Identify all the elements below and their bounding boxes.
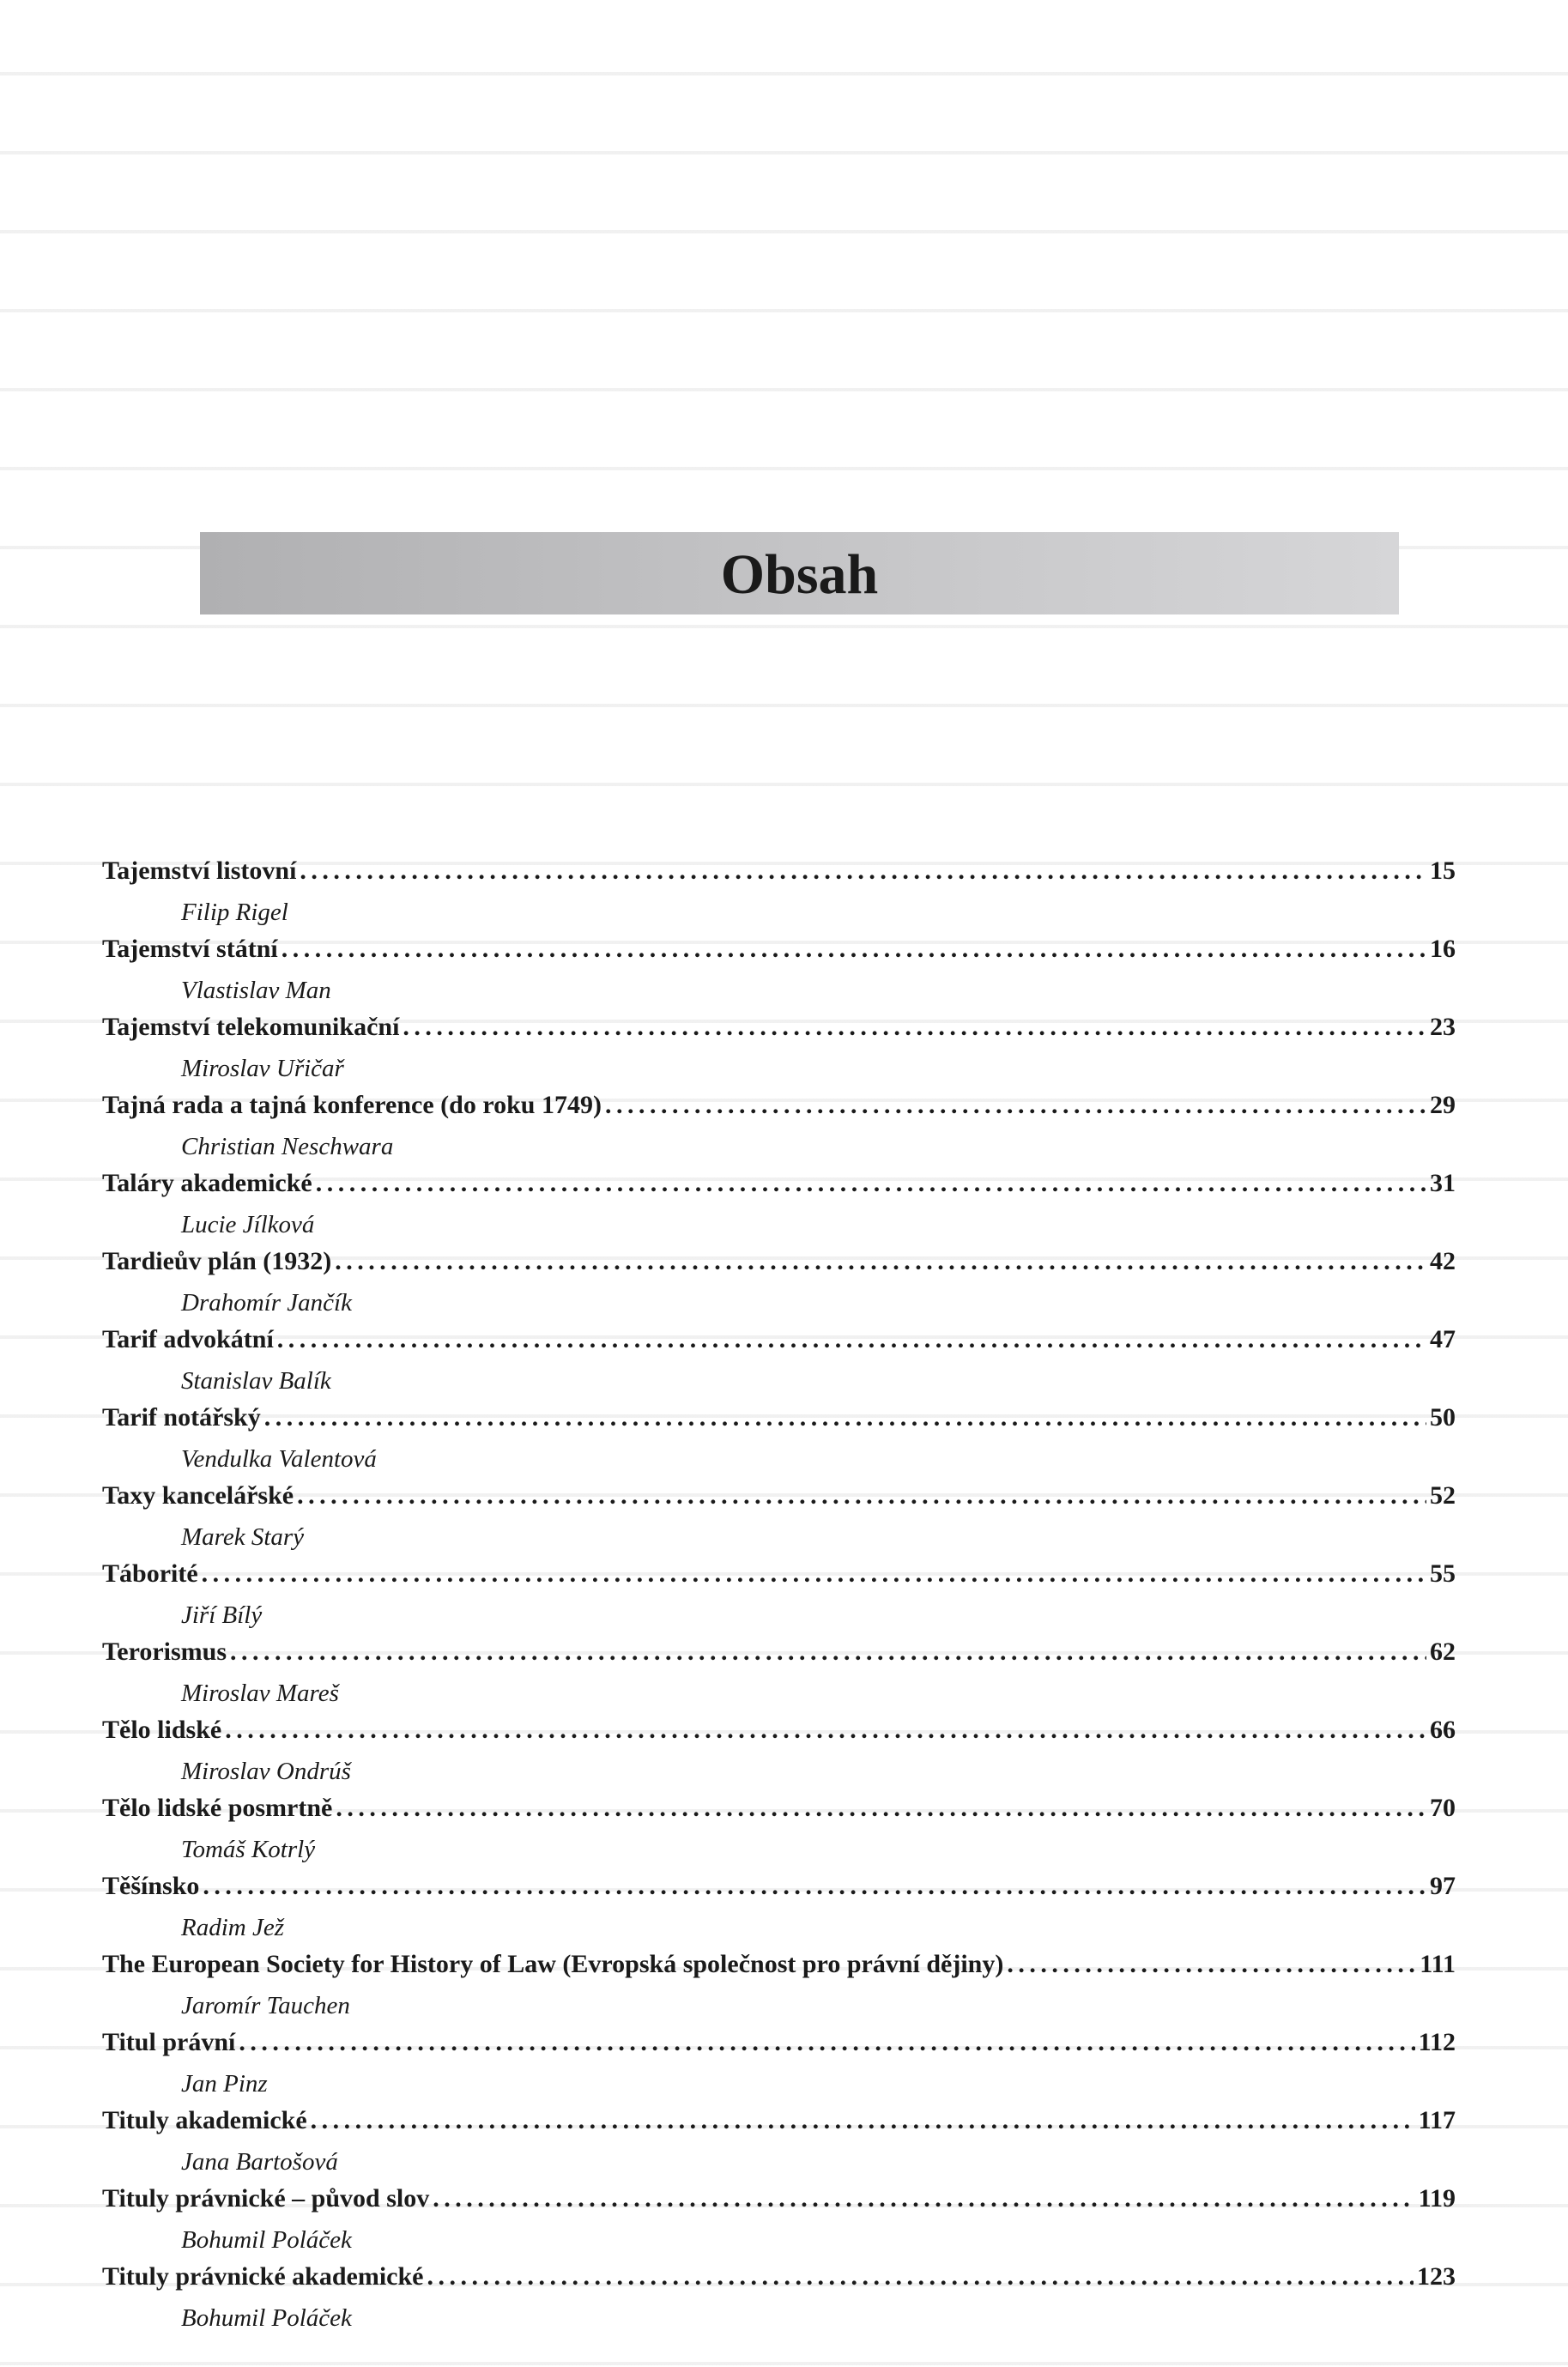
toc-entry-author: Drahomír Jančík [181,1289,352,1317]
toc-entry-author: Jiří Bílý [181,1601,263,1629]
dot-leader [1007,1950,1416,1979]
toc-entry-row [102,2184,1456,2220]
toc-entry-author: Filip Rigel [181,899,288,926]
toc-entry-page-number: 62 [1430,1638,1456,1666]
toc-entry-page-number: 112 [1418,2028,1456,2056]
toc-entry-page-number: 16 [1430,935,1456,963]
toc-entry-row [102,1559,1456,1595]
toc-entry-title: Tituly akademické [102,2106,307,2134]
toc-entry-author: Jana Bartošová [181,2148,338,2176]
toc-entry-title: Taláry akademické [102,1169,312,1197]
dot-leader [277,1325,1426,1354]
toc-entry-author: Miroslav Mareš [181,1680,339,1707]
toc-entry-row [102,1169,1456,1205]
toc-entry-title: Taxy kancelářské [102,1481,294,1510]
dot-leader [427,2262,1414,2291]
toc-entry-page-number: 119 [1418,2184,1456,2213]
toc-entry-title: Tajemství telekomunikační [102,1013,400,1041]
toc-entry-author: Lucie Jílková [181,1211,315,1238]
toc-entry-row [102,1872,1456,1908]
toc-entry-title: Tajná rada a tajná konference (do roku 1749) [102,1091,602,1119]
toc-entry-title: Tituly právnické akademické [102,2262,424,2291]
toc-entry-author: Miroslav Uřičař [181,1055,344,1082]
toc-entry-title: Tarif advokátní [102,1325,274,1353]
toc-entry [102,1247,1456,1325]
toc-entry-title: Tělo lidské posmrtně [102,1794,333,1822]
toc-entry-title: Tajemství státní [102,935,278,963]
dot-leader [282,935,1426,964]
toc-entry [102,2262,1456,2340]
table-of-contents [102,857,1456,2340]
page-title: Obsah [720,543,879,606]
toc-entry-page-number: 23 [1430,1013,1456,1041]
toc-entry-title: Tělo lidské [102,1716,222,1744]
toc-entry-author: Jan Pinz [181,2070,268,2098]
dot-leader [300,857,1426,886]
dot-leader [239,2028,1414,2057]
toc-entry-title: Terorismus [102,1638,227,1666]
toc-entry-title: Tituly právnické – původ slov [102,2184,430,2213]
toc-entry-row [102,1247,1456,1283]
toc-entry-page-number: 117 [1418,2106,1456,2134]
dot-leader [264,1403,1426,1432]
toc-entry-row [102,1794,1456,1830]
toc-entry [102,935,1456,1013]
dot-leader [225,1716,1426,1745]
toc-entry-row [102,1481,1456,1517]
toc-entry-title: Titul právní [102,2028,236,2056]
heading-banner [200,532,1399,614]
toc-entry-author: Vendulka Valentová [181,1445,377,1473]
toc-entry-page-number: 55 [1430,1559,1456,1588]
dot-leader [203,1872,1426,1901]
toc-entry-title: Táborité [102,1559,198,1588]
dot-leader [311,2106,1415,2135]
dot-leader [335,1247,1426,1276]
toc-entry [102,1169,1456,1247]
toc-entry [102,1872,1456,1950]
dot-leader [316,1169,1426,1198]
toc-entry-title: Tajemství listovní [102,857,297,885]
toc-entry-row [102,2262,1456,2298]
toc-entry [102,2028,1456,2106]
toc-entry-row [102,1950,1456,1986]
toc-entry [102,1403,1456,1481]
toc-entry-title: Těšínsko [102,1872,200,1900]
toc-entry-page-number: 52 [1430,1481,1456,1510]
toc-entry-title: Tarif notářský [102,1403,261,1432]
toc-entry [102,2106,1456,2184]
toc-entry-page-number: 123 [1417,2262,1456,2291]
dot-leader [297,1481,1426,1510]
toc-entry-row [102,2106,1456,2142]
toc-entry-page-number: 42 [1430,1247,1456,1275]
toc-entry [102,1716,1456,1794]
toc-entry-author: Vlastislav Man [181,977,331,1004]
toc-entry-author: Stanislav Balík [181,1367,331,1395]
dot-leader [336,1794,1426,1823]
toc-entry [102,1638,1456,1716]
toc-entry-row [102,1638,1456,1674]
toc-entry [102,1013,1456,1091]
toc-entry-row [102,1325,1456,1361]
toc-entry-page-number: 15 [1430,857,1456,885]
toc-entry-page-number: 111 [1420,1950,1456,1978]
toc-entry-title: Tardieův plán (1932) [102,1247,332,1275]
toc-entry-page-number: 31 [1430,1169,1456,1197]
toc-entry-row [102,2028,1456,2064]
toc-entry-author: Jaromír Tauchen [181,1992,350,2019]
toc-entry [102,857,1456,935]
toc-entry [102,1481,1456,1559]
dot-leader [433,2184,1414,2213]
toc-entry [102,2184,1456,2262]
toc-entry-row [102,1403,1456,1439]
dot-leader [202,1559,1426,1589]
toc-entry-page-number: 47 [1430,1325,1456,1353]
dot-leader [605,1091,1426,1120]
toc-entry-row [102,1013,1456,1049]
toc-entry-author: Bohumil Poláček [181,2226,352,2254]
toc-entry-author: Marek Starý [181,1523,305,1551]
toc-entry [102,1794,1456,1872]
toc-entry [102,1950,1456,2028]
toc-entry-author: Radim Jež [181,1914,284,1941]
toc-entry-page-number: 97 [1430,1872,1456,1900]
toc-entry [102,1091,1456,1169]
toc-entry [102,1559,1456,1638]
toc-entry [102,1325,1456,1403]
toc-entry-author: Bohumil Poláček [181,2304,352,2332]
toc-entry-title: The European Society for History of Law (Evropská společnost pro právní dějiny) [102,1950,1004,1978]
toc-entry-author: Christian Neschwara [181,1133,394,1160]
toc-entry-row [102,1716,1456,1752]
toc-entry-author: Miroslav Ondrúš [181,1758,351,1785]
toc-entry-page-number: 50 [1430,1403,1456,1432]
toc-entry-page-number: 70 [1430,1794,1456,1822]
toc-entry-row [102,1091,1456,1127]
toc-entry-row [102,935,1456,971]
toc-entry-page-number: 29 [1430,1091,1456,1119]
toc-entry-author: Tomáš Kotrlý [181,1836,316,1863]
toc-entry-row [102,857,1456,893]
dot-leader [403,1013,1426,1042]
toc-entry-page-number: 66 [1430,1716,1456,1744]
dot-leader [230,1638,1426,1667]
